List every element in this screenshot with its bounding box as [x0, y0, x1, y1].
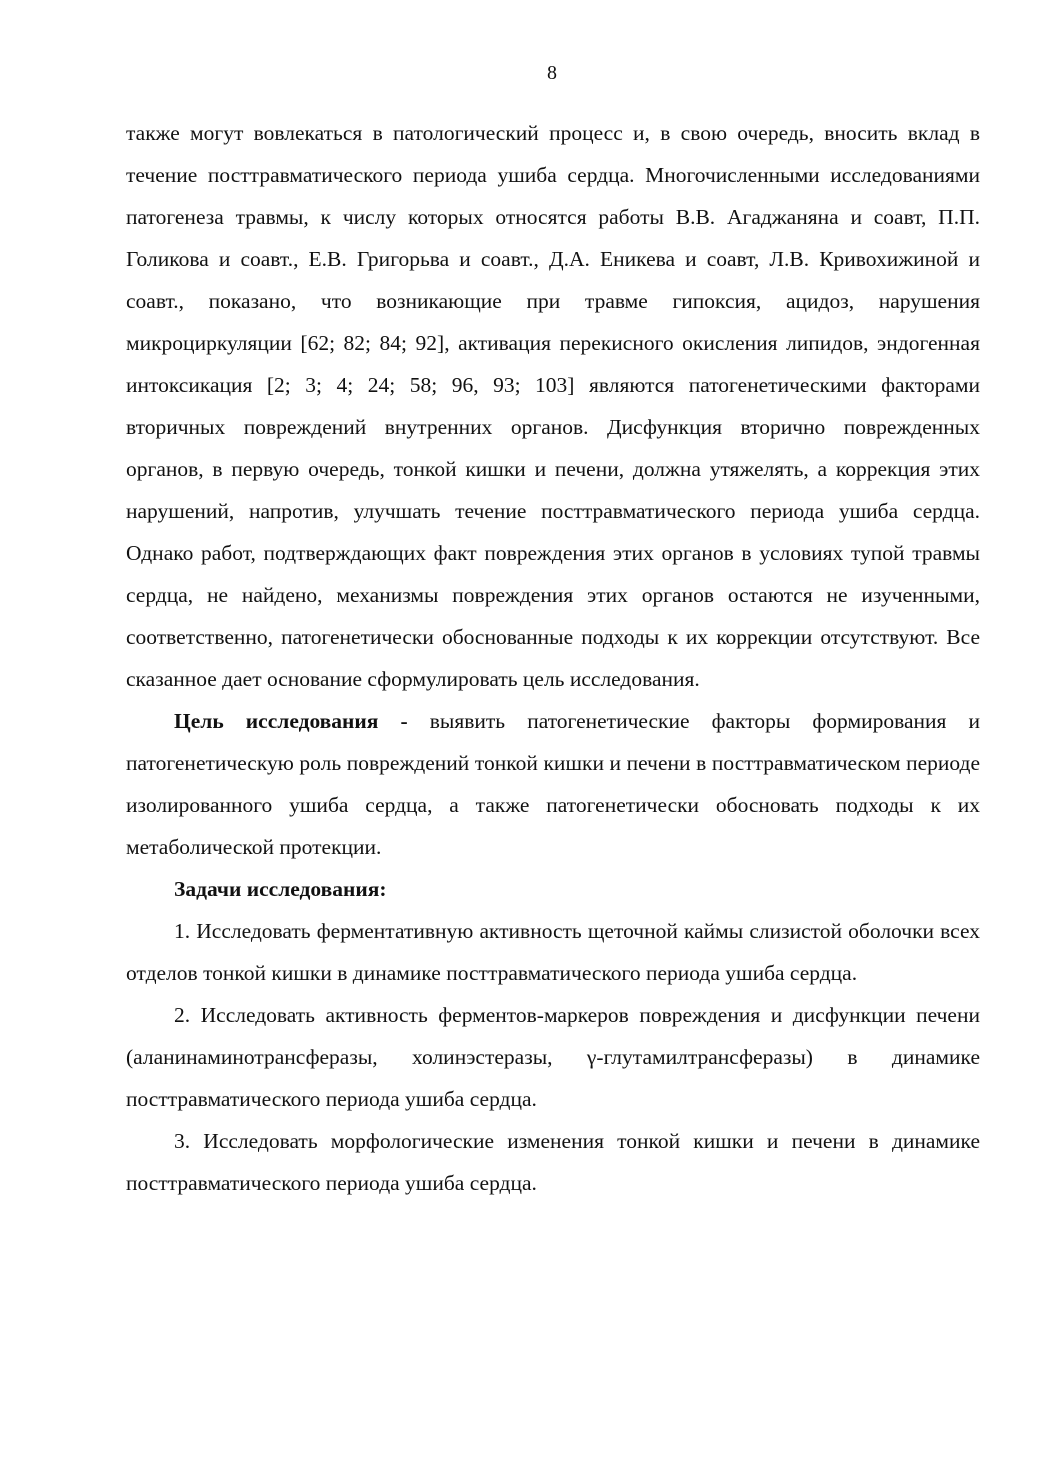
task-item-3: 3. Исследовать морфологические изменения тонкой кишки и печени в динамике посттравматического периода ушиба сердца. — [126, 1129, 980, 1195]
tasks-heading: Задачи исследования: — [174, 877, 387, 901]
document-body — [126, 112, 980, 1204]
goal-paragraph — [126, 700, 980, 868]
goal-text: выявить патогенетические факторы формирования и патогенетическую роль повреждений тонкой кишки и печени в посттравматическом периоде изолированного ушиба сердца, а также патогенетически обосновать подходы к их метаболической протекции. — [126, 709, 980, 859]
task-item-1: 1. Исследовать ферментативную активность щеточной каймы слизистой оболочки всех отделов тонкой кишки в динамике посттравматического периода ушиба сердца. — [126, 919, 980, 985]
page-number: 8 — [547, 62, 557, 84]
task-item-2: 2. Исследовать активность ферментов-маркеров повреждения и дисфункции печени (аланинаминотрансферазы, холинэстеразы, γ-глутамилтрансферазы) в динамике посттравматического периода ушиба сердца. — [126, 1003, 980, 1111]
intro-paragraph: также могут вовлекаться в патологический процесс и, в свою очередь, вносить вклад в течение посттравматического периода ушиба сердца. Многочисленными исследованиями патогенеза травмы, к числу которых относятся работы В.В. Агаджаняна и соавт, П.П. Голикова и соавт., Е.В. Григорьва и соавт., Д.А. Еникева и соавт, Л.В. Кривохижиной и соавт., показано, что возникающие при травме гипоксия, ацидоз, нарушения микроциркуляции [62; 82; 84; 92], активация перекисного окисления липидов, эндогенная интоксикация [2; 3; 4; 24; 58; 96, 93; 103] являются патогенетическими факторами вторичных повреждений внутренних органов. Дисфункция вторично поврежденных органов, в первую очередь, тонкой кишки и печени, должна утяжелять, а коррекция этих нарушений, напротив, улучшать течение посттравматического периода ушиба сердца. Однако работ, подтверждающих факт повреждения этих органов в условиях тупой травмы сердца, не найдено, механизмы повреждения этих органов остаются не изученными, соответственно, патогенетически обоснованные подходы к их коррекции отсутствуют. Все сказанное дает основание сформулировать цель исследования. — [126, 121, 980, 691]
goal-label: Цель исследования - — [174, 709, 408, 733]
